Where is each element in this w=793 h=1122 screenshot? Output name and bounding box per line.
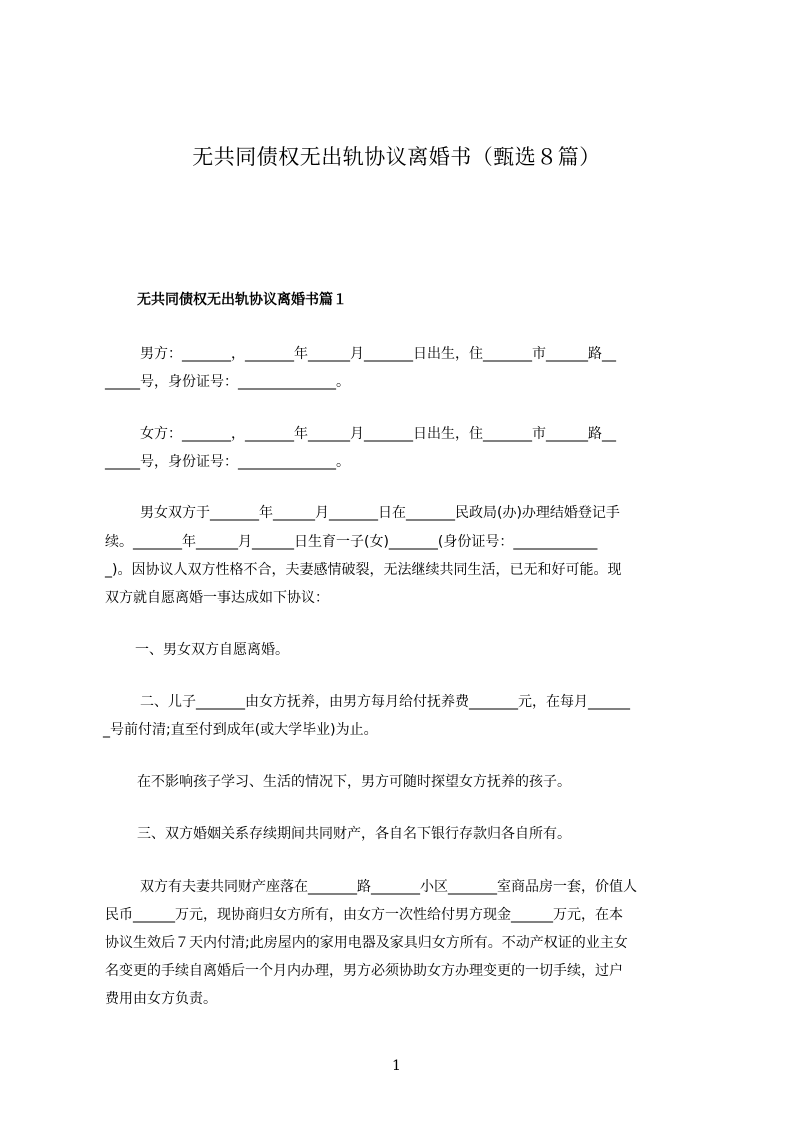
paragraph-line: 协议生效后７天内付清;此房屋内的家用电器及家具归女方所有。不动产权证的业主女 — [105, 935, 628, 951]
document-title: 无共同债权无出轨协议离婚书（甄选８篇） — [192, 145, 601, 169]
paragraph-line: 双方有夫妻共同财产座落在_______路_______小区_______室商品房一套，价值人 — [140, 879, 637, 895]
paragraph-line: 在不影响孩子学习、生活的情况下，男方可随时探望女方抚养的孩子。 — [137, 774, 571, 790]
paragraph-line: 二、儿子_______由女方抚养，由男方每月给付抚养费_______元，在每月______ — [140, 694, 630, 710]
paragraph-line: 一、男女双方自愿离婚。 — [135, 642, 289, 658]
paragraph-line: 双方就自愿离婚一事达成如下协议： — [105, 590, 329, 606]
paragraph-line: 三、双方婚姻关系存续期间共同财产，各自名下银行存款归各自所有。 — [137, 826, 571, 842]
paragraph-line: 名变更的手续自离婚后一个月内办理，男方必须协助女方办理变更的一切手续，过户 — [105, 963, 623, 979]
paragraph-line: 女方：_______，_______年______月_______日出生，住_______市______路__ — [140, 426, 616, 442]
section-heading: 无共同债权无出轨协议离婚书篇１ — [137, 292, 347, 308]
paragraph-line: 民币______万元，现协商归女方所有，由女方一次性给付男方现金______万元，在本 — [105, 907, 623, 923]
paragraph-line: 男方：_______，_______年______月_______日出生，住_______市______路__ — [140, 346, 616, 362]
paragraph-line: 男女双方于_______年______月_______日在_______民政局(办)办理结婚登记手 — [140, 505, 620, 521]
paragraph-line: 续。_______年______月______日生育一子(女)_______(身份证号：____________ — [105, 534, 598, 550]
page-number: 1 — [392, 1058, 401, 1074]
paragraph-line: _号前付清;直至付到成年(或大学毕业)为止。 — [103, 722, 378, 738]
paragraph-line: _)。因协议人双方性格不合，夫妻感情破裂，无法继续共同生活，已无和好可能。现 — [105, 562, 622, 578]
paragraph-line: _____号，身份证号：______________。 — [105, 454, 350, 470]
paragraph-line: _____号，身份证号：______________。 — [105, 374, 350, 390]
paragraph-line: 费用由女方负责。 — [105, 991, 217, 1007]
